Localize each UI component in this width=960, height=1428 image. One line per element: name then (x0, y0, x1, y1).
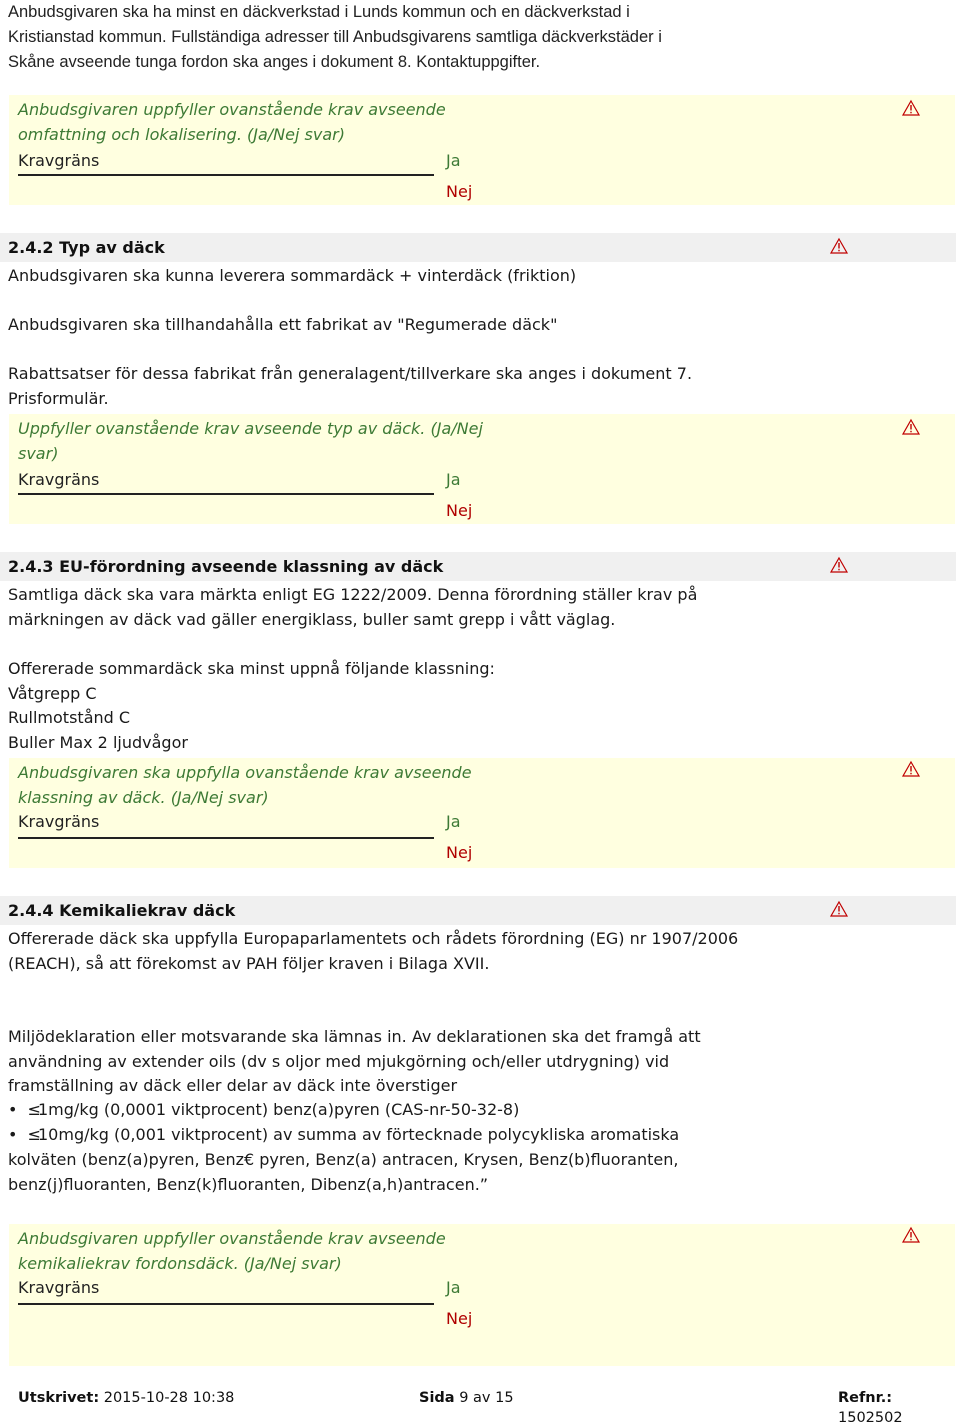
paragraph (8, 583, 908, 632)
section-header-2-4-4 (0, 896, 956, 925)
section-title: 2.4.2 Typ av däck (8, 238, 165, 257)
requirement-box-lokalisering (9, 95, 955, 205)
printed-label: Utskrivet: (18, 1390, 100, 1406)
paragraph-line: användning av extender oils (dv s oljor med mjukgörning och/eller utdrygning) vid (8, 1051, 670, 1071)
question-line: kemikaliekrav fordonsdäck. (Ja/Nej svar) (18, 1254, 342, 1273)
kravgrans-underline (18, 493, 434, 495)
paragraph (8, 1025, 908, 1099)
answer-ja[interactable]: Ja (446, 812, 461, 831)
intro-paragraph (8, 0, 908, 75)
requirement-box-klassning (9, 758, 955, 868)
answer-ja[interactable]: Ja (446, 470, 461, 489)
requirement-box-typ-av-dack (9, 414, 955, 524)
section-title: 2.4.4 Kemikaliekrav däck (8, 901, 236, 920)
bullet-icon: • ≤ (8, 1100, 42, 1119)
intro-line: Anbudsgivaren ska ha minst en däckverkstad i Lunds kommun och en däckverkstad i (8, 3, 630, 21)
paragraph (8, 657, 908, 755)
paragraph-line: märkningen av däck vad gäller energiklass, buller samt grepp i vått väglag. (8, 609, 616, 629)
bullet-text: 1mg/kg (0,0001 viktprocent) benz(a)pyren (CAS-nr-50-32-8) (38, 1100, 520, 1119)
classification-item: Buller Max 2 ljudvågor (8, 732, 188, 752)
page-value: 9 av 15 (459, 1390, 514, 1406)
warning-icon (902, 761, 920, 777)
ref-label: Refnr.: (838, 1390, 893, 1406)
paragraph-line: Samtliga däck ska vara märkta enligt EG 1222/2009. Denna förordning ställer krav på (8, 585, 698, 604)
answer-nej[interactable]: Nej (446, 843, 473, 862)
answer-ja[interactable]: Ja (446, 1278, 461, 1297)
requirement-box-kemikaliekrav (9, 1224, 955, 1366)
classification-item: Våtgrepp C (8, 683, 97, 703)
paragraph: Anbudsgivaren ska tillhandahålla ett fabrikat av "Regumerade däck" (8, 315, 558, 334)
paragraph (8, 927, 908, 976)
requirement-question (18, 97, 538, 147)
kravgrans-label: Kravgräns (18, 1278, 100, 1297)
question-line: Anbudsgivaren uppfyller ovanstående krav avseende (18, 1229, 446, 1248)
paragraph-line: Offererade däck ska uppfylla Europaparlamentets och rådets förordning (EG) nr 1907/2006 (8, 929, 739, 948)
requirement-question (18, 1226, 538, 1276)
warning-icon (830, 238, 848, 254)
intro-line: Skåne avseende tunga fordon ska anges i dokument 8. Kontaktuppgifter. (8, 53, 541, 71)
kravgrans-underline (18, 1303, 434, 1305)
paragraph-line: (REACH), så att förekomst av PAH följer kraven i Bilaga XVII. (8, 953, 490, 973)
question-line: omfattning och lokalisering. (Ja/Nej svar) (18, 125, 345, 144)
printed-date (18, 1388, 234, 1408)
bullet-item (8, 1123, 908, 1148)
kravgrans-label: Kravgräns (18, 812, 100, 831)
warning-icon (902, 1227, 920, 1243)
page-label: Sida (419, 1390, 455, 1406)
section-header-2-4-2 (0, 233, 956, 262)
paragraph-line: Prisformulär. (8, 388, 109, 408)
page-number (419, 1388, 514, 1408)
paragraph-line: Rabattsatser för dessa fabrikat från generalagent/tillverkare ska anges i dokument 7. (8, 364, 693, 383)
bullet-icon: • ≤ (8, 1125, 42, 1144)
paragraph-line: benz(j)fluoranten, Benz(k)fluoranten, Dibenz(a,h)antracen.” (8, 1174, 489, 1194)
answer-nej[interactable]: Nej (446, 1309, 473, 1328)
paragraph (8, 362, 908, 411)
question-line: Uppfyller ovanstående krav avseende typ av däck. (Ja/Nej (18, 419, 483, 438)
paragraph-line: Offererade sommardäck ska minst uppnå följande klassning: (8, 659, 495, 678)
question-line: svar) (18, 444, 59, 463)
bullet-text: 10mg/kg (0,001 viktprocent) av summa av förtecknade polycykliska aromatiska (38, 1125, 680, 1144)
kravgrans-underline (18, 837, 434, 839)
warning-icon (830, 557, 848, 573)
kravgrans-label: Kravgräns (18, 470, 100, 489)
answer-nej[interactable]: Nej (446, 501, 473, 520)
paragraph (8, 1148, 908, 1197)
requirement-question (18, 760, 538, 810)
question-line: Anbudsgivaren uppfyller ovanstående krav avseende (18, 100, 446, 119)
kravgrans-label: Kravgräns (18, 151, 100, 170)
paragraph-line: kolväten (benz(a)pyren, Benz€ pyren, Benz(a) antracen, Krysen, Benz(b)fluoranten, (8, 1150, 679, 1169)
answer-nej[interactable]: Nej (446, 182, 473, 201)
ref-value: 1502502 (838, 1410, 903, 1426)
classification-item: Rullmotstånd C (8, 708, 131, 727)
kravgrans-underline (18, 174, 434, 176)
intro-line: Kristianstad kommun. Fullständiga adresser till Anbudsgivarens samtliga däckverkstäder i (8, 28, 662, 46)
warning-icon (902, 419, 920, 435)
paragraph: Anbudsgivaren ska kunna leverera sommardäck + vinterdäck (friktion) (8, 266, 577, 285)
paragraph-line: Miljödeklaration eller motsvarande ska lämnas in. Av deklarationen ska det framgå att (8, 1027, 701, 1046)
warning-icon (902, 100, 920, 116)
section-header-2-4-3 (0, 552, 956, 581)
section-title: 2.4.3 EU-förordning avseende klassning av däck (8, 557, 444, 576)
question-line: Anbudsgivaren ska uppfylla ovanstående krav avseende (18, 763, 472, 782)
printed-value: 2015-10-28 10:38 (103, 1390, 235, 1406)
reference-number (838, 1388, 958, 1428)
paragraph-line: framställning av däck eller delar av däck inte överstiger (8, 1076, 458, 1095)
requirement-question (18, 416, 538, 466)
bullet-item (8, 1098, 908, 1123)
answer-ja[interactable]: Ja (446, 151, 461, 170)
question-line: klassning av däck. (Ja/Nej svar) (18, 788, 269, 807)
warning-icon (830, 901, 848, 917)
